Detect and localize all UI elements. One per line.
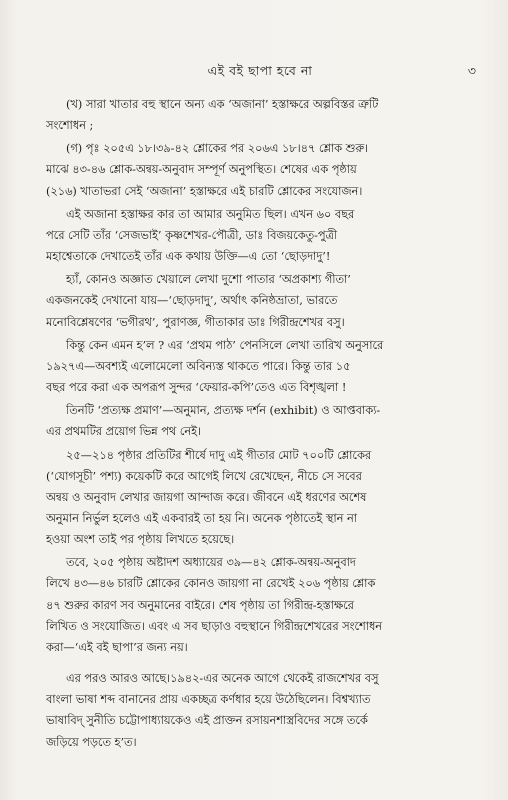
text-line: অনুমান নির্ভুল হলেও এই একবারই তা হয় নি। অনেক পৃষ্ঠাতেই স্থান না [46,511,357,525]
text-line: এই অজানা হস্তাক্ষর কার তা আমার অনুমিত ছিল। এখন ৬০ বছর [66,207,355,221]
text-line: তবে, ২০৫ পৃষ্ঠায় অষ্টাদশ অধ্যায়ের ৩৯—৪২ শ্লোক-অন্বয়-অনুবাদ [66,556,356,570]
paragraph [46,668,476,753]
text-line: (‘যোগসূচী’ পশ্য) কয়েকটি করে আগেই লিখে রেখেছেন, নীচে সে সবের [46,469,362,483]
page-number: ৩ [467,63,476,78]
text-line: হওয়া অংশ তাই পর পৃষ্ঠায় লিখতে হয়েছে। [46,533,235,547]
text-line: করা—‘এই বই ছাপা’র জন্য নয়। [46,640,188,654]
text-line: সংশোধন ; [46,119,94,133]
text-line: এর পরও আরও আছে।১৯৪২-এর অনেক আগে থেকেই রাজশেখর বসু [66,672,379,686]
text-line: লিখে ৪৩—৪৬ চারটি শ্লোকের কোনও জায়গা না রেখেই ২০৬ পৃষ্ঠায় শ্লোক [46,577,376,591]
text-line: বাংলা ভাষা শব্দ বানানের প্রায় একচ্ছত্র কর্ণধার হয়ে উঠেছিলেন। বিশ্বখ্যাত [46,693,371,707]
text-line: কিন্তু কেন এমন হ’ল ? এর ‘প্রথম পাঠ’ পেনসিলে লেখা তারিখ অনুসারে [66,338,384,352]
text-line: এর প্রথমটির প্রয়োগ ভিন্ন পথ নেই। [46,425,202,439]
text-line: মহাশ্বেতাকে দেখাতেই তাঁর এক কথায় উক্তি—এ তো ‘ছোড়দাদু’! [46,250,331,264]
text-line: ১৯২৭এ—অবশ্যই এলোমেলো অবিন্যস্ত থাকতে পারে। কিন্তু তার ১৫ [46,359,351,373]
paragraph-ga [46,138,476,201]
text-line: (২১৬) খাতাভরা সেই ‘অজানা’ হস্তাক্ষরে এই চারটি শ্লোকের সংযোজন। [46,184,363,198]
paragraph [46,269,476,332]
text-line: বছর পরে করা এক অপরূপ সুন্দর ‘ফেয়ার-কপি’তেও এত বিশৃঙ্খলা ! [46,381,347,395]
paragraph-kha [46,94,476,136]
text-line: (গ) পৃঃ ২০৫এ ১৮।৩৯-৪২ শ্লোকের পর ২০৬এ ১৮।৪৭ শ্লোক শুরু। [66,142,369,156]
text-line: পরে সেটি তাঁর ‘সেজভাই’ কৃষ্ণশেখর-পৌত্রী, ডাঃ বিজয়কেতু-পুত্রী [46,228,338,242]
paragraph [46,204,476,267]
running-head [40,63,480,85]
text-line: অন্বয় ও অনুবাদ লেখার জায়গা আন্দাজ করে। জীবনে এই ধরণের অশেষ [46,490,367,504]
text-line: একজনকেই দেখানো যায়—‘ছোড়দাদু’, অর্থাৎ কনিষ্ঠভ্রাতা, ভারতে [46,294,338,308]
running-head-title: এই বই ছাপা হবে না [207,63,313,78]
text-line: লিখিত ও সংযোজিত। এবং এ সব ছাড়াও বহুস্থানে গিরীন্দ্রশেখরের সংশোধন [46,619,383,633]
text-line: জড়িয়ে পড়তে হ’ত। [46,735,137,749]
text-line: (খ) সারা খাতার বহু স্থানে অন্য এক ‘অজানা’ হস্তাক্ষরে অল্পবিস্তর ত্রুটি [66,98,379,111]
body-text [46,94,476,755]
text-line: মাঝে ৪৩-৪৬ শ্লোক-অন্বয়-অনুবাদ সম্পূর্ণ অনুপস্থিত। শেষের এক পৃষ্ঠায় [46,163,357,177]
paragraph [46,552,476,658]
paragraph [46,335,476,398]
text-line: ২৫—২১৪ পৃষ্ঠার প্রতিটির শীর্ষে দাদু এই গীতার মোট ৭০০টি শ্লোকের [66,448,372,462]
text-line: তিনটি ‘প্রত্যক্ষ প্রমাণ’—অনুমান, প্রত্যক্ষ দর্শন (exhibit) ও আপ্তবাক্য- [66,404,381,418]
text-line: ভাষাবিদ্‌ সুনীতি চট্টোপাধ্যায়কেও এই প্রাক্তন রসায়নশাস্ত্রবিদের সঙ্গে তর্কে [46,714,368,728]
paragraph [46,400,476,442]
text-line: হ্যাঁ, কোনও অজ্ঞাত খেয়ালে লেখা দুশো পাতার ‘অপ্রকাশ্য গীতা’ [66,273,351,287]
text-line: মনোবিশ্লেষণের ‘ভগীরথ’, পুরাণজ্ঞ, গীতাকার ডাঃ গিরীন্দ্রশেখর বসু। [46,315,345,329]
text-line: ৪৭ শুরুর কারণ সব অনুমানের বাইরে। শেষ পৃষ্ঠায় তা গিরীন্দ্র-হস্তাক্ষরে [46,598,354,612]
paragraph [46,445,476,551]
